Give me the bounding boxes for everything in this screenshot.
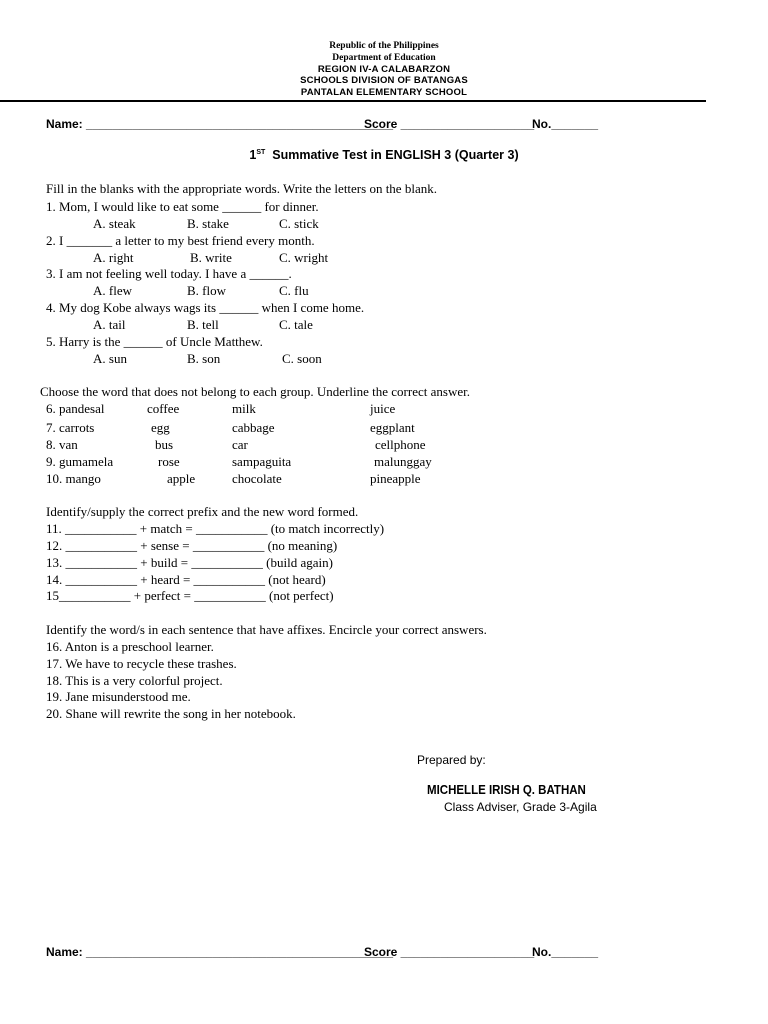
group-6-word-1: 6. pandesal	[46, 401, 105, 416]
choice-2a: A. right	[93, 250, 134, 265]
group-9-word-4: malunggay	[374, 454, 432, 469]
question-2: 2. I _______ a letter to my best friend every month.	[46, 233, 315, 248]
choice-5a: A. sun	[93, 351, 127, 366]
name-field-bottom: Name: ______________________________________________	[46, 945, 394, 959]
test-title	[0, 148, 768, 162]
choice-2b: B. write	[190, 250, 232, 265]
question-18: 18. This is a very colorful project.	[46, 673, 223, 688]
choice-4b: B. tell	[187, 317, 219, 332]
header-region: REGION IV-A CALABARZON	[317, 64, 451, 75]
question-19: 19. Jane misunderstood me.	[46, 689, 191, 704]
score-field-bottom: Score ____________________	[364, 945, 535, 959]
score-field-top: Score ____________________	[364, 117, 535, 131]
question-16: 16. Anton is a preschool learner.	[46, 639, 214, 654]
group-8-word-4: cellphone	[375, 437, 426, 452]
group-6-word-4: juice	[370, 401, 396, 416]
teacher-role: Class Adviser, Grade 3-Agila	[444, 800, 597, 814]
choice-4c: C. tale	[279, 317, 313, 332]
number-field-top: No._______	[532, 117, 599, 131]
question-11: 11. ___________ + match = ___________ (to match incorrectly)	[46, 521, 385, 536]
group-6-word-3: milk	[232, 401, 256, 416]
header-school: PANTALAN ELEMENTARY SCHOOL	[300, 87, 468, 98]
group-8-word-2: bus	[155, 437, 174, 452]
group-7-word-4: eggplant	[370, 420, 415, 435]
header-divider	[0, 100, 706, 102]
group-8-word-1: 8. van	[46, 437, 78, 452]
part4-instruction: Identify the word/s in each sentence that have affixes. Encircle your correct answers.	[46, 622, 487, 637]
question-1: 1. Mom, I would like to eat some ______ for dinner.	[46, 199, 319, 214]
group-7-word-3: cabbage	[232, 420, 275, 435]
header-division: SCHOOLS DIVISION OF BATANGAS	[300, 75, 468, 86]
group-6-word-2: coffee	[147, 401, 180, 416]
group-7-word-1: 7. carrots	[46, 420, 95, 435]
choice-3b: B. flow	[187, 283, 226, 298]
choice-3c: C. flu	[279, 283, 309, 298]
choice-1b: B. stake	[187, 216, 229, 231]
group-10-word-3: chocolate	[232, 471, 282, 486]
question-5: 5. Harry is the ______ of Uncle Matthew.	[46, 334, 263, 349]
choice-1c: C. stick	[279, 216, 319, 231]
choice-5c: C. soon	[282, 351, 322, 366]
question-4: 4. My dog Kobe always wags its ______ when I come home.	[46, 300, 365, 315]
question-17: 17. We have to recycle these trashes.	[46, 656, 237, 671]
group-9-word-3: sampaguita	[232, 454, 292, 469]
choice-2c: C. wright	[279, 250, 329, 265]
group-9-word-2: rose	[158, 454, 180, 469]
teacher-name: MICHELLE IRISH Q. BATHAN	[427, 783, 586, 797]
part3-instruction: Identify/supply the correct prefix and the new word formed.	[46, 504, 359, 519]
name-field-top: Name: ______________________________________________	[46, 117, 394, 131]
question-14: 14. ___________ + heard = ___________ (not heard)	[46, 572, 326, 587]
choice-5b: B. son	[187, 351, 221, 366]
question-12: 12. ___________ + sense = ___________ (no meaning)	[46, 538, 338, 553]
group-7-word-2: egg	[151, 420, 170, 435]
question-15: 15___________ + perfect = ___________ (not perfect)	[46, 588, 334, 603]
part2-instruction: Choose the word that does not belong to each group. Underline the correct answer.	[40, 384, 470, 399]
group-10-word-4: pineapple	[370, 471, 421, 486]
group-10-word-1: 10. mango	[46, 471, 101, 486]
title-superscript: ST	[256, 148, 266, 156]
title-text: Summative Test in ENGLISH 3 (Quarter 3)	[272, 148, 519, 162]
group-9-word-1: 9. gumamela	[46, 454, 114, 469]
header-republic: Republic of the Philippines	[329, 41, 439, 51]
group-8-word-3: car	[232, 437, 248, 452]
choice-1a: A. steak	[93, 216, 136, 231]
part1-instruction: Fill in the blanks with the appropriate words. Write the letters on the blank.	[46, 181, 437, 196]
choice-3a: A. flew	[93, 283, 132, 298]
header-department: Department of Education	[332, 53, 436, 63]
title-number: 1	[249, 148, 257, 162]
group-10-word-2: apple	[167, 471, 196, 486]
choice-4a: A. tail	[93, 317, 126, 332]
question-20: 20. Shane will rewrite the song in her notebook.	[46, 706, 296, 721]
question-13: 13. ___________ + build = ___________ (build again)	[46, 555, 333, 570]
question-3: 3. I am not feeling well today. I have a ______.	[46, 266, 292, 281]
number-field-bottom: No._______	[532, 945, 599, 959]
prepared-by-label: Prepared by:	[417, 753, 486, 767]
